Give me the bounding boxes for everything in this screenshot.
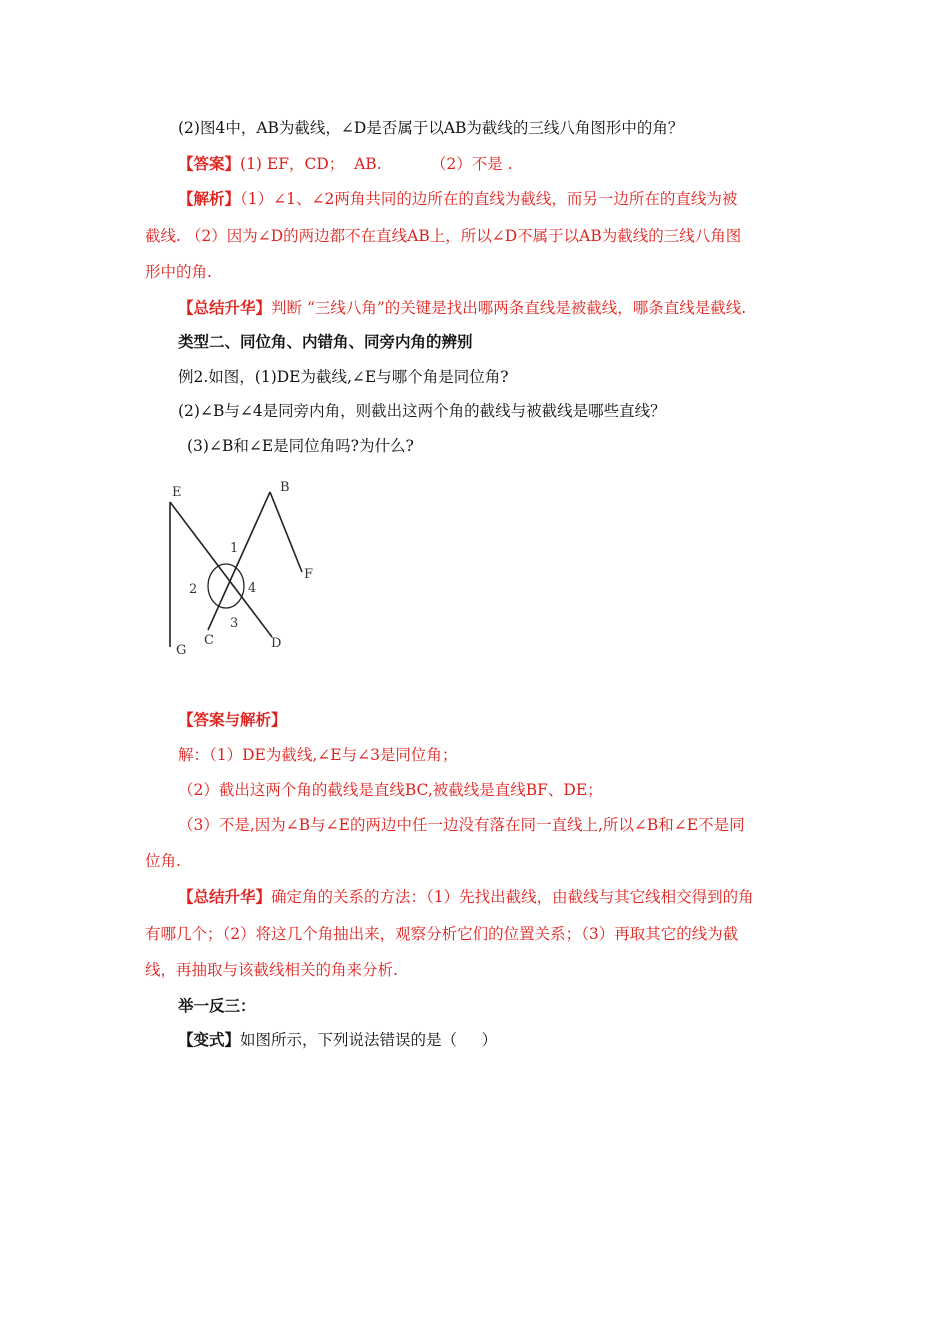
label-d: D	[271, 636, 282, 651]
answer-2-line-3: （3）不是,因为∠B与∠E的两边中任一边没有落在同一直线上,所以∠B和∠E不是同	[178, 816, 745, 834]
summary-1-text: 判断 “三线八角”的关键是找出哪两条直线是被截线，哪条直线是截线.	[271, 299, 747, 317]
analysis-1-text-1: （1）∠1、∠2两角共同的边所在的直线为截线，而另一边所在的直线为被	[240, 190, 738, 208]
label-e: E	[172, 485, 182, 500]
angle-arc	[208, 564, 244, 608]
example-2-line-1: 例2.如图，(1)DE为截线,∠E与哪个角是同位角?	[178, 368, 509, 386]
practice-heading: 举一反三：	[178, 996, 256, 1015]
line-cb	[208, 492, 270, 630]
geometry-figure	[160, 472, 330, 672]
label-c: C	[204, 633, 214, 648]
summary-1-tag: 【总结升华】	[178, 298, 272, 317]
answer-1-tag: 【答案】	[178, 154, 241, 173]
answer-2-line-4: 位角.	[145, 852, 181, 870]
label-b: B	[280, 480, 290, 495]
variant-question	[178, 1030, 497, 1050]
angle-1-label: 1	[230, 541, 239, 556]
analysis-1-line-3: 形中的角.	[145, 263, 212, 281]
answer-2-line-1: 解：（1）DE为截线,∠E与∠3是同位角；	[178, 746, 458, 764]
summary-2-line-3: 线，再抽取与该截线相关的角来分析.	[145, 961, 398, 979]
variant-tag: 【变式】	[178, 1030, 241, 1049]
line-bf	[270, 492, 302, 572]
answer-1-text: (1) EF，CD； AB. （2）不是 .	[240, 155, 513, 173]
label-g: G	[176, 643, 187, 658]
summary-2-line-2: 有哪几个；（2）将这几个角抽出来，观察分析它们的位置关系；（3）再取其它的线为截	[145, 925, 739, 943]
type-2-heading: 类型二、同位角、内错角、同旁内角的辨别	[178, 332, 473, 351]
angle-2-label: 2	[189, 582, 198, 597]
summary-2-text-1: 确定角的关系的方法：（1）先找出截线，由截线与其它线相交得到的角	[271, 888, 754, 906]
question-part-2: (2)图4中，AB为截线，∠D是否属于以AB为截线的三线八角图形中的角？	[178, 119, 684, 137]
answer-1	[178, 154, 513, 174]
analysis-1-tag: 【解析】	[178, 189, 241, 208]
analysis-1-line-2: 截线. （2）因为∠D的两边都不在直线AB上，所以∠D不属于以AB为截线的三线八角图	[145, 227, 742, 245]
summary-2-tag: 【总结升华】	[178, 887, 272, 906]
angle-3-label: 3	[230, 616, 239, 631]
summary-2-line-1	[178, 887, 754, 907]
example-2-line-3: (3)∠B和∠E是同位角吗?为什么?	[187, 437, 414, 455]
example-2-line-2: (2)∠B与∠4是同旁内角，则截出这两个角的截线与被截线是哪些直线？	[178, 402, 666, 420]
answer-2-line-2: （2）截出这两个角的截线是直线BC,被截线是直线BF、DE；	[178, 781, 603, 799]
angle-4-label: 4	[248, 581, 257, 596]
variant-text: 如图所示，下列说法错误的是（ ）	[240, 1031, 498, 1049]
answer-2-tag: 【答案与解析】	[178, 710, 287, 729]
analysis-1-line-1	[178, 189, 737, 209]
summary-1	[178, 298, 746, 318]
label-f: F	[304, 567, 314, 582]
